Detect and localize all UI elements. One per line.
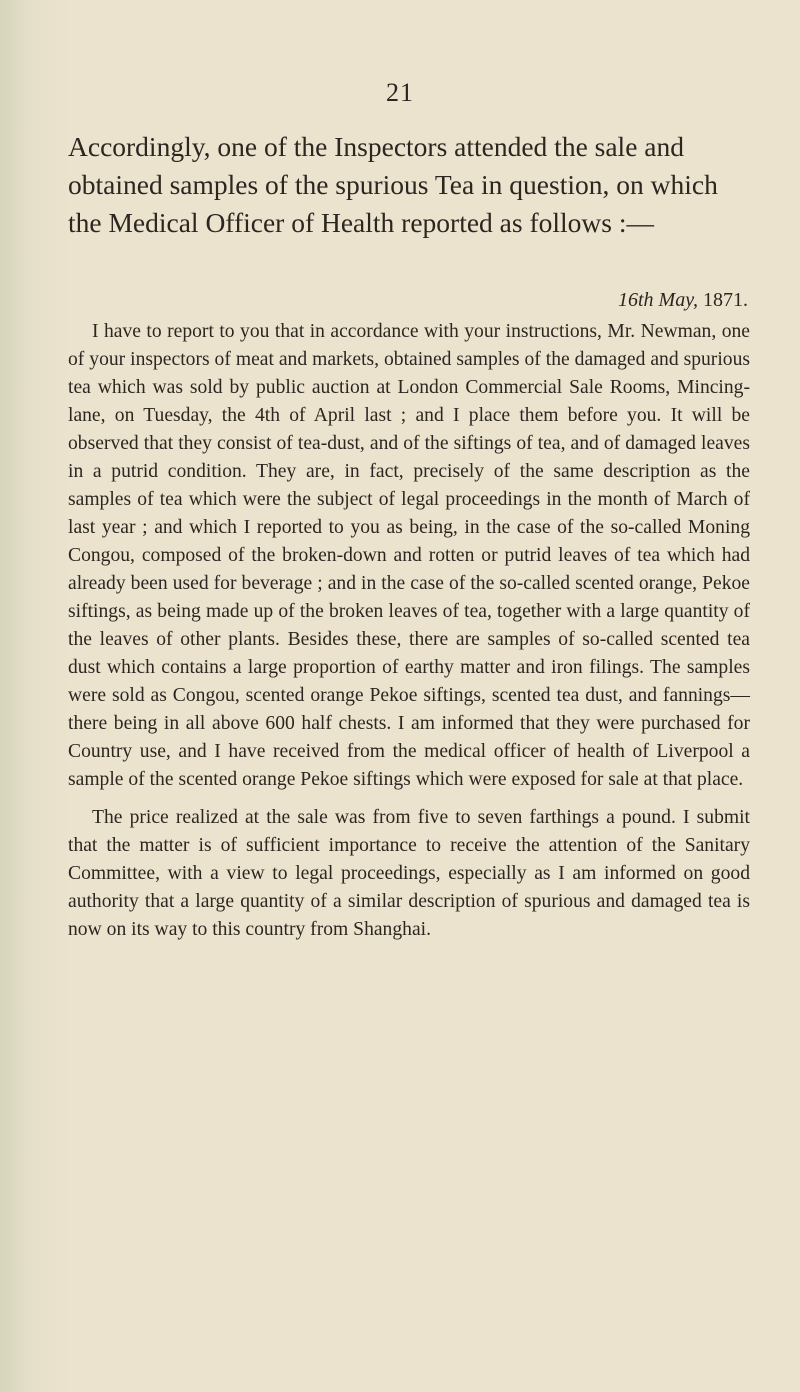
report-dateline [618,289,748,312]
report-body [68,318,750,954]
page-number: 21 [386,78,414,107]
report-paragraph: I have to report to you that in accordance with your instructions, Mr. Newman, one of your inspectors of meat and markets, obtained samples of the damaged and spurious tea which was sold by public auction at London Commercial Sale Rooms, Mincing-lane, on Tuesday, the 4th of April last ; and I place them before you. It will be observed that they consist of tea-dust, and of the siftings of tea, and of damaged leaves in a putrid condition. They are, in fact, precisely of the same description as the samples of tea which were the subject of legal proceedings in the month of March of last year ; and which I reported to you as being, in the case of the so-called Moning Congou, composed of the broken-down and rotten or putrid leaves of tea which had already been used for beverage ; and in the case of the so-called scented orange, Pekoe siftings, as being made up of the broken leaves of tea, together with a large quantity of the leaves of other plants. Besides these, there are samples of so-called scented tea dust which contains a large proportion of earthy matter and iron filings. The samples were sold as Congou, scented orange Pekoe siftings, scented tea dust, and fannings—there being in all above 600 half chests. I am informed that they were purchased for Country use, and I have received from the medical officer of health of Liverpool a sample of the scented orange Pekoe siftings which were exposed for sale at that place. [68,321,750,790]
dateline-day-month: 16th May, [618,289,698,311]
dateline-year: 1871. [703,289,748,311]
intro-paragraph: Accordingly, one of the Inspectors attended the sale and obtained samples of the spurious Tea in question, on which the Medical Officer of Health reported as follows :— [68,131,718,238]
report-paragraph: The price realized at the sale was from five to seven farthings a pound. I submit that the matter is of sufficient importance to receive the attention of the Sanitary Committee, with a view to legal proceedings, especially as I am informed on good authority that a large quantity of a similar description of spurious and damaged tea is now on its way to this country from Shanghai. [68,807,750,940]
